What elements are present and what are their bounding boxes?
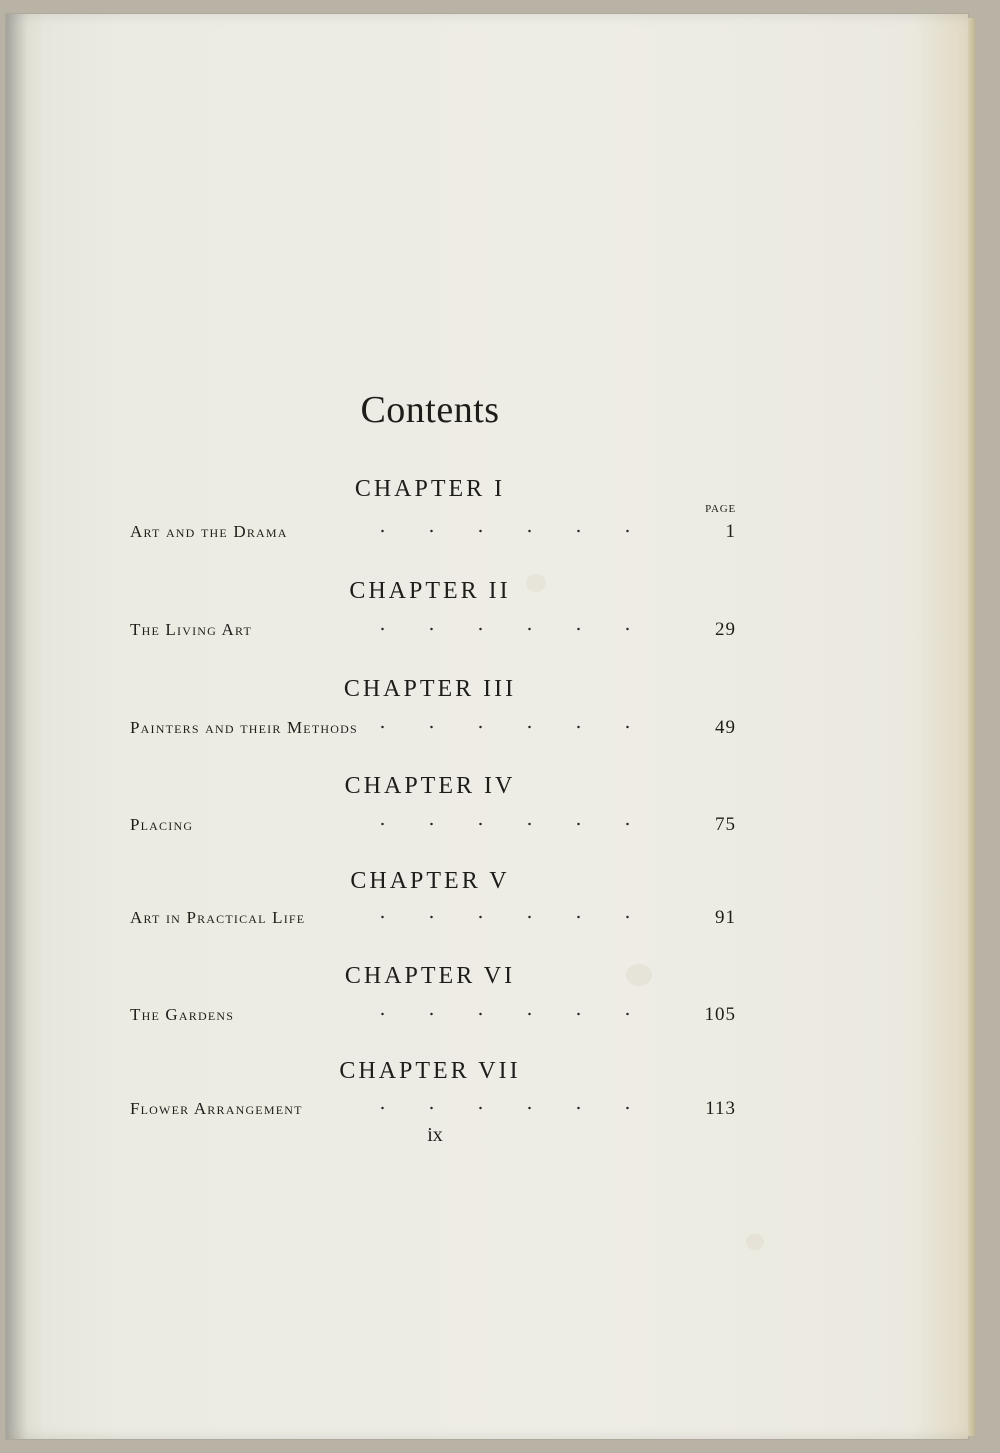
toc-entry [130,908,736,934]
page-column-label: PAGE [705,503,736,515]
foxing-spot [746,1234,764,1250]
dot-leader [358,528,666,534]
dot-leader [358,626,666,632]
toc-entry-page: 29 [715,619,736,640]
chapter-heading: CHAPTER II [349,578,511,604]
dot-leader [358,724,666,730]
toc-entry-title: Painters and their Methods [130,718,358,737]
toc-entry [130,620,736,646]
dot-leader [358,1105,666,1111]
chapter-heading: CHAPTER I [354,476,506,502]
toc-entry-title: Art and the Drama [130,522,288,541]
dot-leader [358,1011,666,1017]
toc-entry-page: 91 [715,907,736,928]
toc-entry-title: Flower Arrangement [130,1099,303,1118]
foxing-spot [626,964,652,986]
toc-entry-page: 75 [715,814,736,835]
toc-entry-title: The Gardens [130,1005,235,1024]
dot-leader [358,821,666,827]
toc-entry-page: 1 [725,521,736,542]
chapter-heading: CHAPTER III [343,676,517,702]
toc-entry-title: Art in Practical Life [130,908,306,927]
chapter-heading: CHAPTER VI [344,963,516,989]
toc-entry-page: 113 [705,1098,736,1119]
toc-entry-page: 49 [715,717,736,738]
toc-entry [130,1099,736,1125]
toc-entry [130,718,736,744]
toc-entry [130,815,736,841]
gutter-shadow [6,14,28,1439]
chapter-heading: CHAPTER VII [339,1058,521,1084]
dot-leader [358,914,666,920]
toc-entry-title: The Living Art [130,620,253,639]
toc-entry [130,1005,736,1031]
page-title: Contents [360,389,500,431]
toc-entry-page: 105 [704,1004,736,1025]
toc-entry-title: Placing [130,815,194,834]
toc-entry [130,522,736,548]
page-folio: ix [427,1124,443,1146]
chapter-heading: CHAPTER V [350,868,510,894]
page-edge [968,18,976,1436]
chapter-heading: CHAPTER IV [344,773,516,799]
